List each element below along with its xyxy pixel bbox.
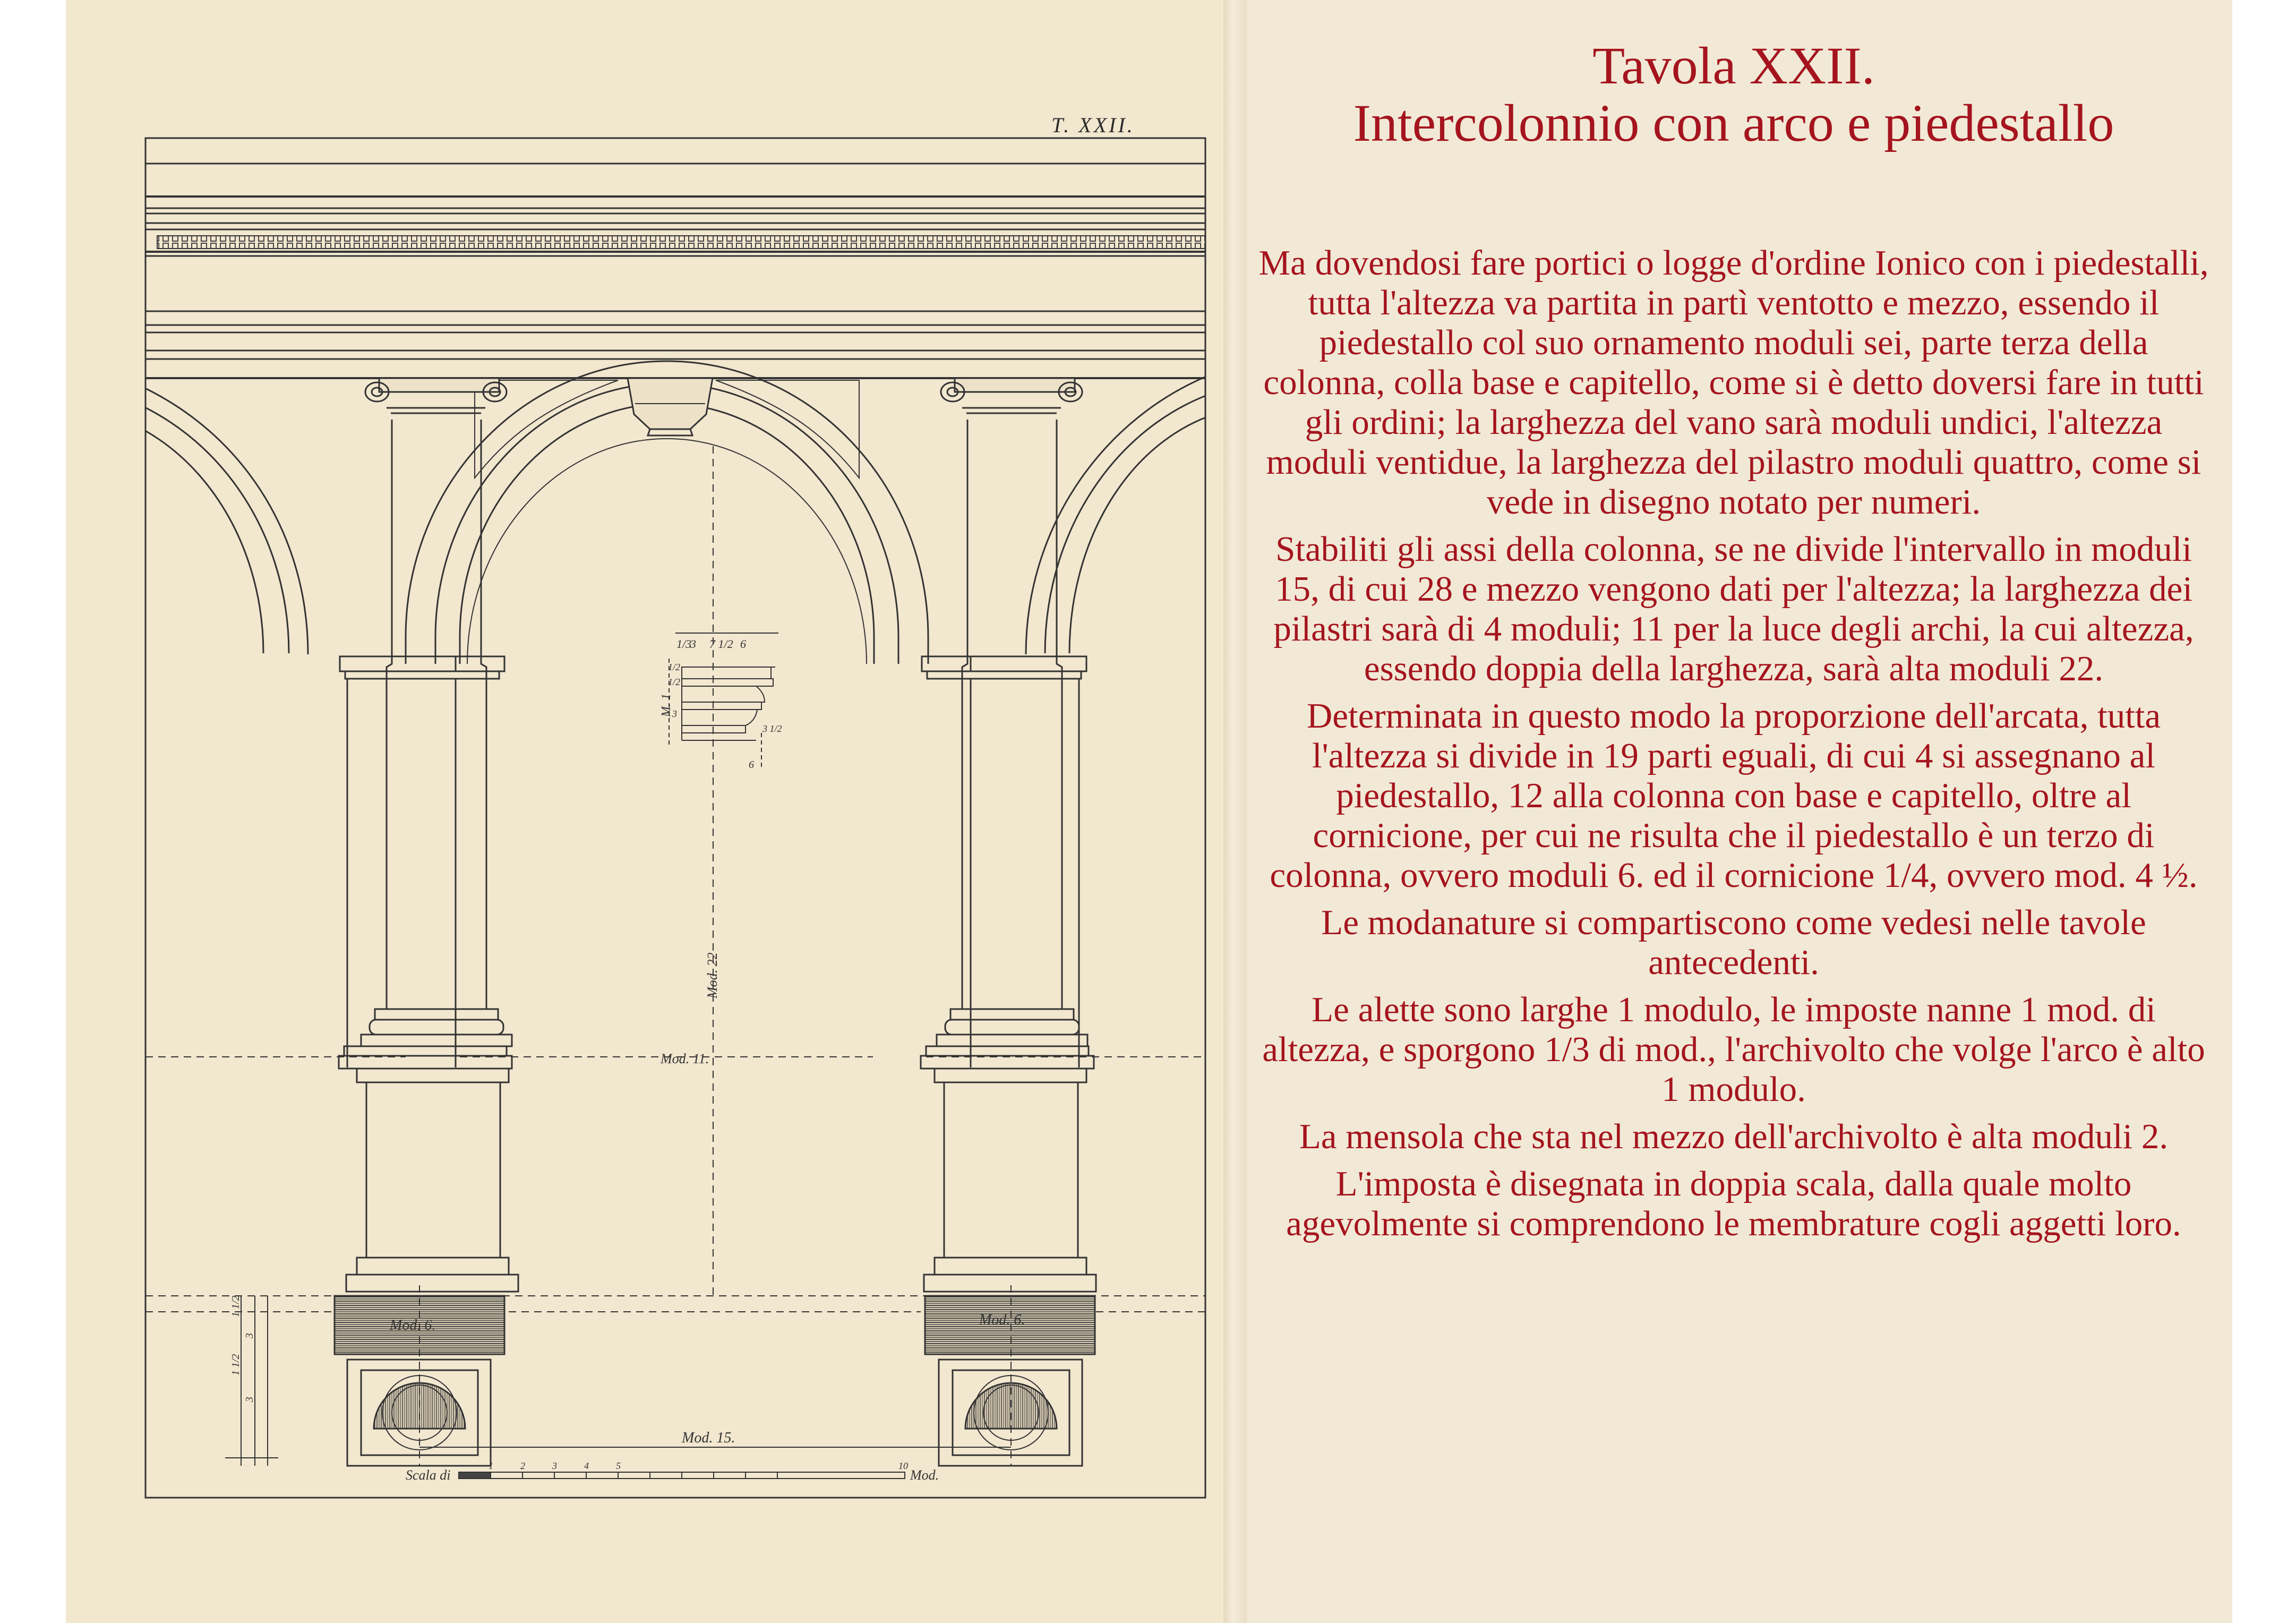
label-m1: M. 1: [659, 694, 673, 717]
entablature: [145, 164, 1205, 378]
plate-frame: [145, 138, 1205, 1498]
description-column: [1258, 37, 2209, 1251]
scale-tick-2: 2: [520, 1460, 525, 1471]
imposta-top-4: 6: [740, 637, 746, 651]
plate-number: T. XXII.: [1051, 113, 1135, 137]
dimension-labels: [230, 637, 1025, 1483]
label-mod11: Mod. 11.: [661, 1051, 709, 1066]
label-mod15: Mod. 15.: [682, 1430, 735, 1446]
scale-unit: Mod.: [910, 1467, 939, 1483]
label-mod6-right: Mod. 6.: [979, 1312, 1025, 1328]
central-arch: [406, 361, 928, 664]
imposta-side-1: 1/2: [668, 662, 681, 672]
imposta-bottom: 6: [749, 759, 754, 771]
paragraph: Le modanature si compartiscono come vedesi nelle tavole antecedenti.: [1321, 903, 2146, 982]
pedestal-dim-2: 1 1/2: [230, 1354, 242, 1376]
paragraph: La mensola che sta nel mezzo dell'archivolto è alta moduli 2.: [1299, 1117, 2169, 1156]
architectural-plate: [66, 0, 1223, 1623]
scale-label: Scala di: [406, 1467, 451, 1483]
pedestal-dim-1: 1 1/2: [230, 1295, 242, 1317]
imposta-side-2: 1/2: [668, 677, 681, 687]
page-spine: [1223, 0, 1247, 1623]
imposta-top-1: 1/3: [676, 637, 692, 651]
imposta-side-3: 3: [672, 708, 677, 719]
paragraph: Ma dovendosi fare portici o logge d'ordine Ionico con i piedestalli, tutta l'altezza va partita in partì ventotto e mezzo, essendo il piedestallo col suo ornamento moduli sei, parte terza della colonna, colla base e capitello, come si è detto doversi fare in tutti gli ordini; la larghezza del vano sarà moduli undici, l'altezza moduli ventidue, la larghezza del pilastro moduli quattro, come si vede in disegno notato per numeri.: [1258, 243, 2209, 522]
paragraph: Le alette sono larghe 1 modulo, le imposte nanne 1 mod. di altezza, e sporgono 1/3 di mod., l'archivolto che volge l'arco è alto 1 modulo.: [1262, 990, 2205, 1109]
label-mod22: Mod. 22: [705, 952, 720, 998]
label-mod6-left: Mod. 6.: [390, 1317, 436, 1334]
scale-bar: [459, 1472, 905, 1479]
pedestal-dim-3: 3: [244, 1333, 255, 1338]
imposta-top-2: 3: [690, 637, 696, 651]
imposta-top-3: 7 1/2: [709, 637, 733, 651]
paragraph: Determinata in questo modo la proporzione dell'arcata, tutta l'altezza si divide in 19 parti eguali, di cui 4 si assegnano al piedestallo, 12 alla colonna con base e capitello, oltre al cornicione, per cui ne risulta che il piedestallo è un terzo di colonna, ovvero moduli 6. ed il cornicione 1/4, ovvero mod. 4 ½.: [1270, 696, 2198, 895]
left-side-arch: [87, 409, 263, 653]
scale-tick-5: 5: [616, 1460, 621, 1471]
scale-tick-1: 1: [489, 1460, 493, 1471]
scale-tick-3: 3: [552, 1460, 557, 1471]
page-subtitle: Intercolonnio con arco e piedestallo: [1353, 93, 2114, 152]
page-title: Tavola XXII.: [1592, 36, 1875, 95]
paragraph: L'imposta è disegnata in doppia scala, dalla quale molto agevolmente si comprendono le membrature cogli aggetti loro.: [1286, 1164, 2181, 1243]
pedestal-dim-4: 3: [244, 1397, 255, 1402]
left-pier: [339, 378, 518, 1292]
scale-tick-4: 4: [584, 1460, 589, 1471]
right-side-arch: [1069, 409, 1223, 653]
scale-tick-10: 10: [898, 1460, 908, 1471]
imposta-detail: [669, 633, 778, 770]
imposta-side-4: 3 1/2: [763, 723, 782, 734]
right-pier: [921, 378, 1096, 1292]
paragraph: Stabiliti gli assi della colonna, se ne divide l'intervallo in moduli 15, di cui 28 e mezzo vengono dati per l'altezza; la larghezza dei pilastri sarà di 4 moduli; 11 per la luce degli archi, la cui altezza, essendo doppia della larghezza, sarà alta moduli 22.: [1273, 529, 2194, 688]
